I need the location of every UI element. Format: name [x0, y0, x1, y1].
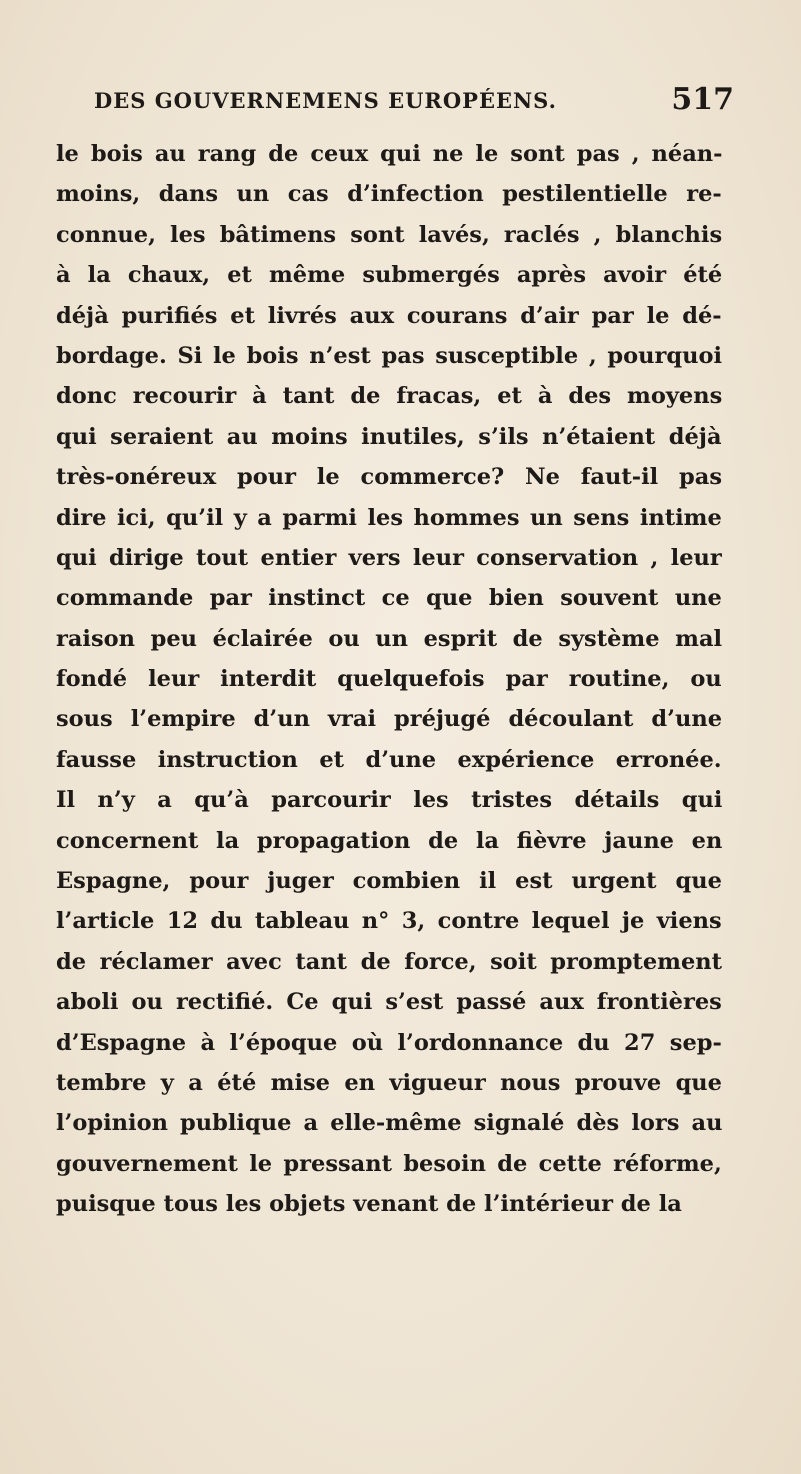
running-title: DES GOUVERNEMENS EUROPÉENS. — [94, 88, 557, 113]
text-line: bordage. Si le bois n’est pas susceptible , pourquoi — [56, 342, 722, 369]
text-line: connue, les bâtimens sont lavés, raclés , blanchis — [56, 221, 722, 248]
text-line: aboli ou rectifié. Ce qui s’est passé aux frontières — [56, 989, 722, 1016]
text-line: donc recourir à tant de fracas, et à des moyens — [56, 383, 722, 410]
text-line: à la chaux, et même submergés après avoir été — [56, 262, 722, 289]
text-line: gouvernement le pressant besoin de cette réforme, — [56, 1150, 722, 1177]
text-line: Il n’y a qu’à parcourir les tristes détails qui — [56, 787, 722, 814]
text-line: l’article 12 du tableau n° 3, contre lequel je viens — [56, 908, 722, 935]
running-head — [94, 82, 734, 122]
text-line: dire ici, qu’il y a parmi les hommes un sens intime — [56, 504, 722, 531]
text-line: déjà purifiés et livrés aux courans d’air par le dé- — [56, 302, 722, 329]
body-text — [56, 134, 722, 1225]
text-line: d’Espagne à l’époque où l’ordonnance du 27 sep- — [56, 1029, 722, 1056]
text-line: Espagne, pour juger combien il est urgent que — [56, 868, 722, 895]
text-line: sous l’empire d’un vrai préjugé découlant d’une — [56, 706, 722, 733]
text-line: tembre y a été mise en vigueur nous prouve que — [56, 1069, 722, 1096]
text-line: puisque tous les objets venant de l’intérieur de la — [56, 1191, 682, 1218]
text-line: concernent la propagation de la fièvre jaune en — [56, 827, 722, 854]
text-line: l’opinion publique a elle-même signalé dès lors au — [56, 1110, 722, 1137]
text-line: qui dirige tout entier vers leur conservation , leur — [56, 544, 722, 571]
text-line: très-onéreux pour le commerce? Ne faut-il pas — [56, 464, 722, 491]
text-line: le bois au rang de ceux qui ne le sont pas , néan- — [56, 141, 722, 167]
text-line: raison peu éclairée ou un esprit de système mal — [56, 625, 722, 652]
text-line: commande par instinct ce que bien souvent une — [56, 585, 722, 612]
text-line: fondé leur interdit quelquefois par routine, ou — [56, 666, 722, 693]
text-line: fausse instruction et d’une expérience erronée. — [56, 746, 722, 773]
text-line: de réclamer avec tant de force, soit promptement — [56, 948, 722, 975]
page-number: 517 — [671, 82, 734, 117]
text-line: qui seraient au moins inutiles, s’ils n’étaient déjà — [56, 423, 722, 450]
text-line: moins, dans un cas d’infection pestilentielle re- — [56, 181, 722, 208]
